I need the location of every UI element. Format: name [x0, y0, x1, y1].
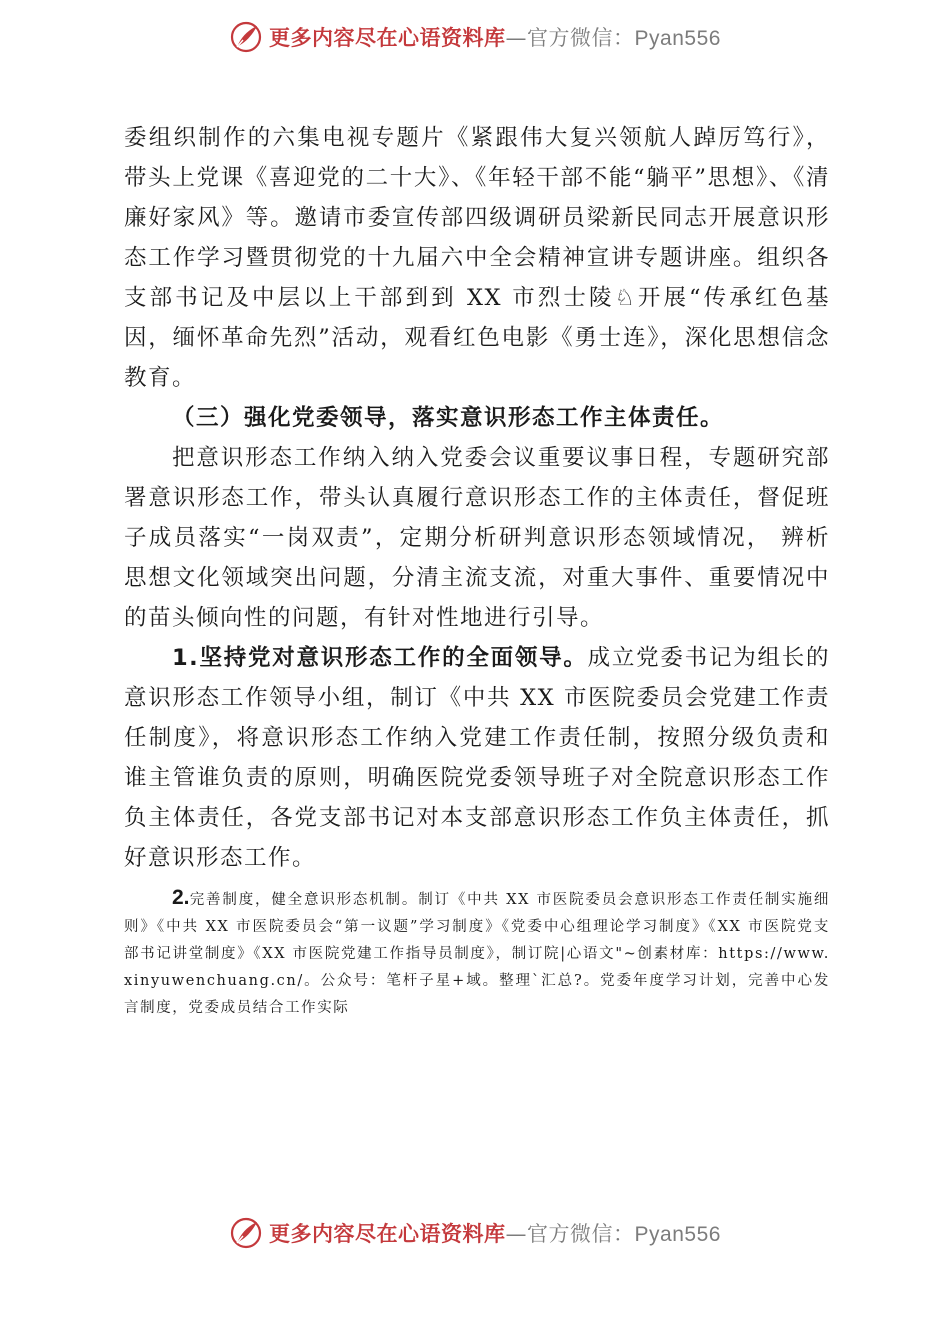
banner-wechat-label: 官方微信：	[527, 26, 635, 50]
banner-dash: —	[505, 26, 528, 50]
quill-logo-icon	[229, 1216, 263, 1250]
paragraph-agenda: 把意识形态工作纳入纳入党委会议重要议事日程，专题研究部署意识形态工作，带头认真履行意识形态工作的主体责任，督促班子成员落实“一岗双责”，定期分析研判意识形态领域情况， 辨析思想文化领域突出问题，分清主流支流，对重大事件、重要情况中的苗头倾向性的问题，有针对性地进行引导。	[124, 445, 830, 631]
banner-main-text: 更多内容尽在心语资料库	[269, 1222, 506, 1246]
quill-logo-icon	[229, 20, 263, 54]
banner-text	[269, 22, 721, 52]
paragraph-item-1	[124, 638, 830, 878]
banner-wechat-id: Pyan556	[634, 1223, 721, 1246]
paragraph-party-education: 委组织制作的六集电视专题片《紧跟伟大复兴领航人踔厉笃行》，带头上党课《喜迎党的二十大》、《年轻干部不能“躺平”思想》、《清廉好家风》等。邀请市委宣传部四级调研员梁新民同志开展意识形态工作学习暨贯彻党的十九届六中全会精神宣讲专题讲座。组织各支部书记及中层以上干部到到 XX 市烈士陵♘开展“传承红色基因，缅怀革命先烈”活动，观看红色电影《勇士连》，深化思想信念教育。	[124, 125, 830, 391]
banner-text	[269, 1218, 721, 1248]
item-1-lead: 1.坚持党对意识形态工作的全面领导。	[172, 645, 588, 671]
footer-watermark-banner	[0, 1208, 950, 1258]
item-2-text: 完善制度，健全意识形态机制。制订《中共 XX 市医院委员会意识形态工作责任制实施细则》《中共 XX 市医院委员会“第一议题”学习制度》《党委中心组理论学习制度》《XX 市医院党支部书记讲堂制度》《XX 市医院党建工作指导员制度》，制订院|心语文"~创素材库：https://www.xinyuwenchuang.cn/。公众号：笔杆子星+域。整理`汇总?。党委年度学习计划，完善中心发言制度，党委成员结合工作实际	[124, 892, 830, 1016]
banner-wechat-label: 官方微信：	[527, 1222, 635, 1246]
document-body	[124, 118, 830, 1022]
item-1-text: 成立党委书记为组长的意识形态工作领导小组，制订《中共 XX 市医院委员会党建工作责任制度》，将意识形态工作纳入党建工作责任制，按照分级负责和谁主管谁负责的原则，明确医院党委领导班子对全院意识形态工作负主体责任，各党支部书记对本支部意识形态工作负主体责任，抓好意识形态工作。	[124, 645, 830, 871]
header-watermark-banner	[0, 12, 950, 62]
item-2-number: 2.	[172, 886, 190, 909]
banner-wechat-id: Pyan556	[634, 27, 721, 50]
paragraph-item-2	[124, 884, 830, 1022]
banner-main-text: 更多内容尽在心语资料库	[269, 26, 506, 50]
banner-dash: —	[505, 1222, 528, 1246]
section-heading-3: （三）强化党委领导，落实意识形态工作主体责任。	[172, 405, 725, 431]
